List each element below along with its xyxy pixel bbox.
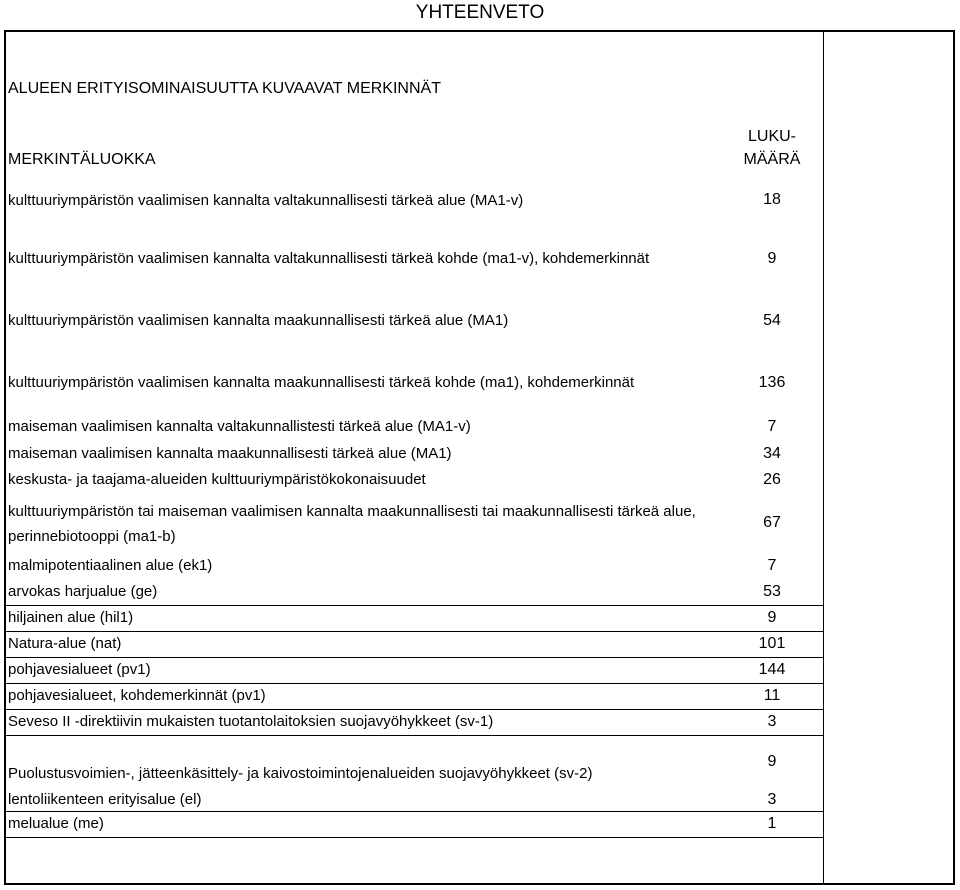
- row-divider: [4, 735, 823, 736]
- table-row-label: malmipotentiaalinen alue (ek1): [8, 557, 213, 574]
- table-row-label: Natura-alue (nat): [8, 635, 122, 652]
- table-row-count: 18: [763, 191, 781, 208]
- table-row-count: 1: [767, 815, 777, 832]
- row-divider: [4, 709, 823, 710]
- column-divider: [823, 32, 824, 883]
- row-divider: [4, 605, 823, 606]
- table-row-label: kulttuuriympäristön vaalimisen kannalta maakunnallisesti tärkeä kohde (ma1), kohdemerkinnät: [8, 374, 635, 391]
- table-row-count: 34: [763, 445, 781, 462]
- table-row-label: kulttuuriympäristön vaalimisen kannalta maakunnallisesti tärkeä alue (MA1): [8, 312, 509, 329]
- table-row-label: maiseman vaalimisen kannalta maakunnallisesti tärkeä alue (MA1): [8, 445, 452, 462]
- table-row-label: kulttuuriympäristön vaalimisen kannalta valtakunnallisesti tärkeä alue (MA1-v): [8, 192, 524, 209]
- table-row-label: lentoliikenteen erityisalue (el): [8, 791, 202, 808]
- table-row-count: 7: [767, 557, 777, 574]
- table-row-count: 101: [758, 635, 786, 652]
- table-row-label: arvokas harjualue (ge): [8, 583, 158, 600]
- row-divider: [4, 631, 823, 632]
- table-row-count: 54: [763, 312, 781, 329]
- category-header: MERKINTÄLUOKKA: [8, 151, 156, 168]
- count-header: [727, 125, 817, 171]
- table-row-count: 67: [763, 514, 781, 531]
- table-row-count: 9: [767, 250, 777, 267]
- table-row-count: 9: [767, 609, 777, 626]
- table-row-label: Puolustusvoimien-, jätteenkäsittely- ja kaivostoimintojenalueiden suojavyöhykkeet (sv-2): [8, 765, 593, 782]
- row-divider: [4, 657, 823, 658]
- table-row-label: hiljainen alue (hil1): [8, 609, 134, 626]
- row-divider: [4, 837, 823, 838]
- page-title: YHTEENVETO: [415, 2, 545, 23]
- table-row-label: pohjavesialueet, kohdemerkinnät (pv1): [8, 687, 266, 704]
- table-row-count: 11: [763, 687, 781, 704]
- count-header-line1: LUKU-: [747, 128, 796, 145]
- table-row-label: kulttuuriympäristön tai maiseman vaalimisen kannalta maakunnallisesti tai maakunnallisesti tärkeä alue, perinnebiotooppi (ma1-b): [8, 503, 696, 545]
- row-divider: [4, 683, 823, 684]
- table-row-label: pohjavesialueet (pv1): [8, 661, 151, 678]
- table-row-label: keskusta- ja taajama-alueiden kulttuuriympäristökokonaisuudet: [8, 471, 426, 488]
- row-divider: [4, 811, 823, 812]
- table-row-label: maiseman vaalimisen kannalta valtakunnallistesti tärkeä alue (MA1-v): [8, 418, 471, 435]
- count-header-line2: MÄÄRÄ: [743, 151, 801, 168]
- table-row-count: 3: [767, 791, 777, 808]
- table-row-count: 9: [767, 753, 777, 770]
- table-row-label: Seveso II -direktiivin mukaisten tuotantolaitoksien suojavyöhykkeet (sv-1): [8, 713, 494, 730]
- table-row-count: 7: [767, 418, 777, 435]
- section-title: ALUEEN ERITYISOMINAISUUTTA KUVAAVAT MERKINNÄT: [8, 80, 441, 97]
- table-row-count: 144: [758, 661, 786, 678]
- table-row-count: 53: [763, 583, 781, 600]
- table-row-count: 136: [758, 374, 786, 391]
- table-row-count: 3: [767, 713, 777, 730]
- table-row-label: melualue (me): [8, 815, 104, 832]
- table-row-count: 26: [763, 471, 781, 488]
- table-row-label: kulttuuriympäristön vaalimisen kannalta valtakunnallisesti tärkeä kohde (ma1-v), kohdemerkinnät: [8, 250, 650, 267]
